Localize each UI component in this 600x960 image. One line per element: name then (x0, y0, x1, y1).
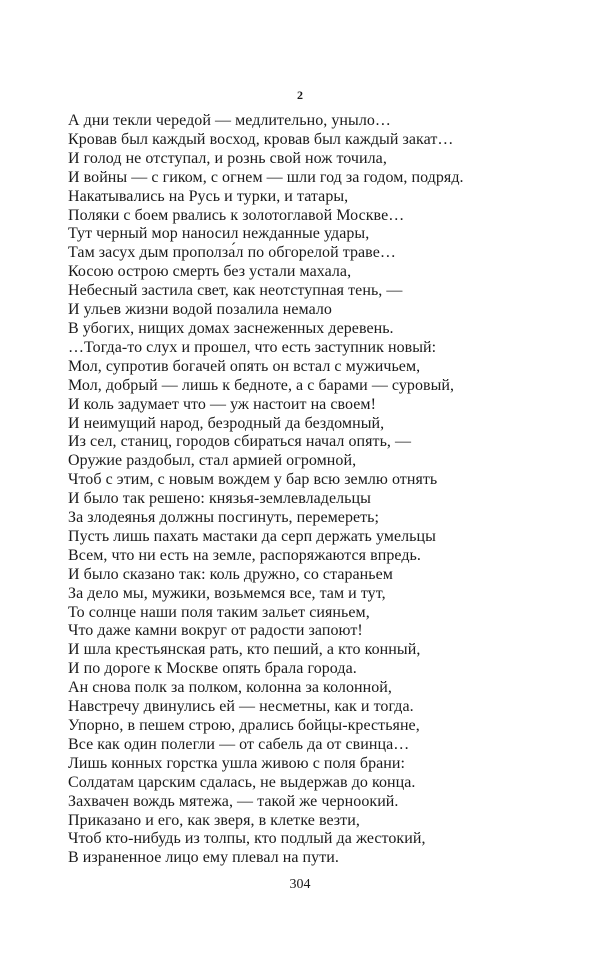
poem-text (68, 112, 578, 868)
poem-line: Чтоб кто-нибудь из толпы, кто подлый да жестокий, (68, 830, 426, 848)
poem-line: А дни текли чередой — медлительно, уныло… (68, 112, 391, 129)
poem-line: И голод не отступал, и рознь свой нож точила, (68, 149, 387, 167)
poem-line: И коль задумает что — уж настоит на своем! (68, 395, 376, 413)
poem-line: В израненное лицо ему плевал на пути. (68, 849, 339, 867)
poem-line: Приказано и его, как зверя, в клетке везти, (68, 811, 360, 829)
page-number: 304 (289, 877, 311, 892)
poem-line: Пусть лишь пахать мастаки да серп держать умельцы (68, 527, 436, 545)
poem-line: Мол, супротив богачей опять он встал с мужичьем, (68, 357, 421, 375)
poem-line: Солдатам царским сдалась, не выдержав до конца. (68, 773, 416, 791)
poem-line: То солнце наши поля таким зальет сияньем, (68, 603, 370, 621)
poem-line: Накатывались на Русь и турки, и татары, (68, 187, 349, 205)
poem-line: Поляки с боем рвались к золотоглавой Москве… (68, 206, 405, 224)
poem-line: За дело мы, мужики, возьмемся все, там и тут, (68, 584, 386, 602)
poem-line: Небесный застила свет, как неотступная тень, — (68, 282, 403, 300)
poem-line: Упорно, в пешем строю, дрались бойцы-крестьяне, (68, 717, 420, 734)
poem-line: Мол, добрый — лишь к бедноте, а с барами — суровый, (68, 376, 455, 394)
poem-line: Навстречу двинулись ей — несметны, как и тогда. (68, 698, 414, 716)
poem-line: И войны — с гиком, с огнем — шли год за годом, подряд. (68, 168, 464, 186)
poem-line: Все как один полегли — от сабель да от свинца… (68, 735, 410, 753)
poem-line: Чтоб с этим, с новым вождем у бар всю землю отнять (68, 471, 438, 489)
poem-line: И было сказано так: коль дружно, со стараньем (68, 565, 393, 583)
poem-line: Ан снова полк за полком, колонна за колонной, (68, 679, 392, 697)
poem-line: Захвачен вождь мятежа, — такой же черноокий. (68, 792, 399, 810)
poem-line: И по дороге к Москве опять брала города. (68, 660, 357, 678)
poem-line: Тут черный мор наносил нежданные удары, (68, 225, 370, 243)
poem-line: …Тогда-то слух и прошел, что есть заступник новый: (68, 338, 437, 356)
poem-line: И ульев жизни водой позалила немало (68, 301, 332, 319)
poem-line: Косою острою смерть без устали махала, (68, 263, 352, 281)
poem-line: Там засух дым прополза́л по обгорелой траве… (68, 244, 396, 262)
poem-line: И было так решено: князья-землевладельцы (68, 490, 371, 508)
poem-line: Оружие раздобыл, стал армией огромной, (68, 452, 357, 470)
poem-line: Из сел, станиц, городов сбираться начал опять, — (68, 433, 412, 451)
poem-line: И шла крестьянская рать, кто пеший, а кто конный, (68, 641, 421, 659)
poem-line: Всем, что ни есть на земле, распоряжаются впредь. (68, 546, 421, 564)
poem-line: И неимущий народ, безродный да бездомный, (68, 414, 385, 432)
poem-line: Кровав был каждый восход, кровав был каждый закат… (68, 130, 454, 148)
poem-line: За злодеянья должны посгинуть, перемереть; (68, 509, 380, 527)
section-number: 2 (297, 88, 303, 102)
poem-line: В убогих, нищих домах заснеженных деревень. (68, 319, 394, 337)
poem-line: Лишь конных горстка ушла живою с поля брани: (68, 754, 405, 772)
poem-line: Что даже камни вокруг от радости запоют! (68, 622, 363, 640)
